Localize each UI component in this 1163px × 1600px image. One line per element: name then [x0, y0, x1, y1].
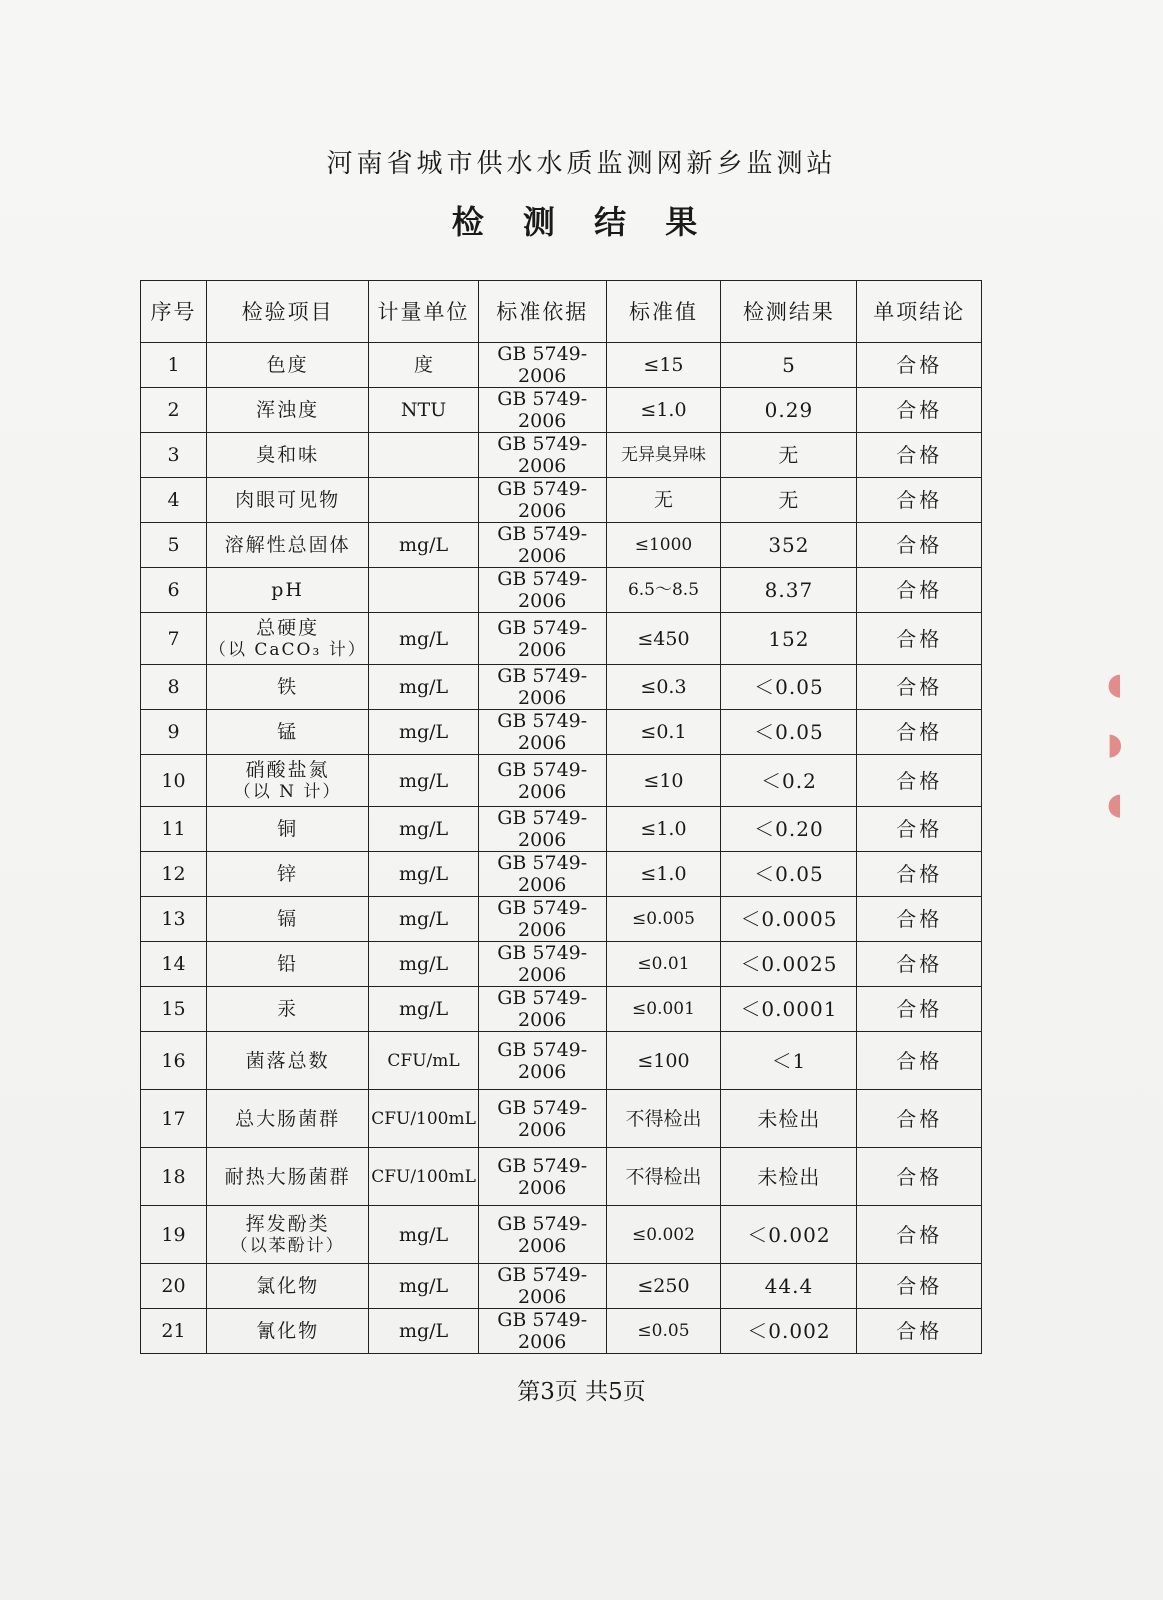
cell-basis: GB 5749-2006: [478, 1264, 606, 1309]
cell-no: 16: [141, 1032, 207, 1090]
cell-conclusion: 合格: [857, 478, 982, 523]
cell-item: 臭和味: [207, 433, 369, 478]
cell-unit: [369, 478, 479, 523]
cell-basis: GB 5749-2006: [478, 755, 606, 807]
cell-basis: GB 5749-2006: [478, 942, 606, 987]
cell-conclusion: 合格: [857, 1206, 982, 1264]
cell-unit: mg/L: [369, 523, 479, 568]
cell-conclusion: 合格: [857, 897, 982, 942]
cell-unit: mg/L: [369, 613, 479, 665]
cell-basis: GB 5749-2006: [478, 1032, 606, 1090]
table-header-row: [141, 281, 982, 343]
cell-unit: mg/L: [369, 1206, 479, 1264]
cell-basis: GB 5749-2006: [478, 897, 606, 942]
cell-item: 氰化物: [207, 1309, 369, 1354]
cell-unit: mg/L: [369, 897, 479, 942]
cell-item: 色度: [207, 343, 369, 388]
cell-result: ＜0.0001: [721, 987, 857, 1032]
table-row: [141, 1148, 982, 1206]
cell-standard: ≤10: [606, 755, 721, 807]
cell-item: 肉眼可见物: [207, 478, 369, 523]
cell-no: 10: [141, 755, 207, 807]
organization-name: 河南省城市供水水质监测网新乡监测站: [326, 149, 837, 179]
cell-conclusion: 合格: [857, 613, 982, 665]
cell-basis: GB 5749-2006: [478, 1206, 606, 1264]
cell-no: 8: [141, 665, 207, 710]
cell-basis: GB 5749-2006: [478, 852, 606, 897]
table-row: [141, 1206, 982, 1264]
header-unit: 计量单位: [369, 281, 479, 343]
header-conclusion: 单项结论: [857, 281, 982, 343]
cell-conclusion: 合格: [857, 665, 982, 710]
item-note: （以 CaCO₃ 计）: [209, 639, 367, 660]
cell-unit: [369, 433, 479, 478]
header-item: 检验项目: [207, 281, 369, 343]
cell-conclusion: 合格: [857, 568, 982, 613]
cell-standard: ≤450: [606, 613, 721, 665]
cell-item: pH: [207, 568, 369, 613]
cell-item: 溶解性总固体: [207, 523, 369, 568]
cell-result: ＜0.05: [721, 852, 857, 897]
cell-no: 12: [141, 852, 207, 897]
cell-standard: 不得检出: [606, 1148, 721, 1206]
cell-unit: mg/L: [369, 852, 479, 897]
cell-standard: ≤100: [606, 1032, 721, 1090]
cell-no: 5: [141, 523, 207, 568]
table-row: [141, 755, 982, 807]
cell-result: 44.4: [721, 1264, 857, 1309]
cell-basis: GB 5749-2006: [478, 710, 606, 755]
cell-standard: ≤1.0: [606, 807, 721, 852]
cell-result: ＜0.05: [721, 665, 857, 710]
item-name: 挥发酚类: [245, 1212, 330, 1235]
results-table: [140, 280, 982, 1354]
cell-item: 铅: [207, 942, 369, 987]
cell-no: 20: [141, 1264, 207, 1309]
cell-conclusion: 合格: [857, 987, 982, 1032]
cell-standard: ≤0.005: [606, 897, 721, 942]
cell-item: 锰: [207, 710, 369, 755]
cell-no: 4: [141, 478, 207, 523]
cell-standard: 不得检出: [606, 1090, 721, 1148]
cell-result: ＜0.05: [721, 710, 857, 755]
cell-result: 0.29: [721, 388, 857, 433]
cell-standard: ≤1000: [606, 523, 721, 568]
cell-conclusion: 合格: [857, 942, 982, 987]
cell-unit: 度: [369, 343, 479, 388]
cell-no: 2: [141, 388, 207, 433]
cell-basis: GB 5749-2006: [478, 433, 606, 478]
cell-result: ＜0.0005: [721, 897, 857, 942]
cell-conclusion: 合格: [857, 710, 982, 755]
cell-standard: ≤1.0: [606, 388, 721, 433]
table-row: [141, 665, 982, 710]
cell-result: 352: [721, 523, 857, 568]
cell-no: 11: [141, 807, 207, 852]
table-body: [141, 343, 982, 1354]
table-row: [141, 613, 982, 665]
page-title: 检 测 结 果: [451, 203, 712, 241]
cell-conclusion: 合格: [857, 755, 982, 807]
cell-item: [207, 755, 369, 807]
cell-basis: GB 5749-2006: [478, 1148, 606, 1206]
cell-result: 未检出: [721, 1148, 857, 1206]
cell-result: ＜1: [721, 1032, 857, 1090]
cell-no: 19: [141, 1206, 207, 1264]
cell-standard: ≤0.001: [606, 987, 721, 1032]
cell-basis: GB 5749-2006: [478, 665, 606, 710]
table-row: [141, 807, 982, 852]
cell-unit: mg/L: [369, 942, 479, 987]
cell-basis: GB 5749-2006: [478, 613, 606, 665]
cell-unit: mg/L: [369, 710, 479, 755]
table-row: [141, 897, 982, 942]
cell-standard: ≤1.0: [606, 852, 721, 897]
cell-unit: [369, 568, 479, 613]
cell-basis: GB 5749-2006: [478, 568, 606, 613]
cell-basis: GB 5749-2006: [478, 1309, 606, 1354]
header-result: 检测结果: [721, 281, 857, 343]
cell-standard: 6.5～8.5: [606, 568, 721, 613]
cell-conclusion: 合格: [857, 1032, 982, 1090]
cell-basis: GB 5749-2006: [478, 523, 606, 568]
cell-conclusion: 合格: [857, 433, 982, 478]
cell-no: 3: [141, 433, 207, 478]
cell-conclusion: 合格: [857, 343, 982, 388]
cell-standard: ≤0.05: [606, 1309, 721, 1354]
table-row: [141, 1264, 982, 1309]
cell-no: 13: [141, 897, 207, 942]
cell-basis: GB 5749-2006: [478, 987, 606, 1032]
cell-standard: 无: [606, 478, 721, 523]
cell-standard: ≤0.3: [606, 665, 721, 710]
cell-result: ＜0.0025: [721, 942, 857, 987]
cell-unit: mg/L: [369, 755, 479, 807]
cell-result: ＜0.002: [721, 1206, 857, 1264]
cell-unit: mg/L: [369, 1264, 479, 1309]
header-no: 序号: [141, 281, 207, 343]
cell-result: 5: [721, 343, 857, 388]
cell-no: 6: [141, 568, 207, 613]
cell-no: 17: [141, 1090, 207, 1148]
cell-basis: GB 5749-2006: [478, 1090, 606, 1148]
cell-item: 菌落总数: [207, 1032, 369, 1090]
cell-basis: GB 5749-2006: [478, 388, 606, 433]
table-row: [141, 1090, 982, 1148]
cell-item: 铜: [207, 807, 369, 852]
cell-conclusion: 合格: [857, 807, 982, 852]
table-row: [141, 1032, 982, 1090]
table-row: [141, 1309, 982, 1354]
cell-no: 9: [141, 710, 207, 755]
cell-unit: mg/L: [369, 1309, 479, 1354]
cell-standard: ≤15: [606, 343, 721, 388]
header-basis: 标准依据: [478, 281, 606, 343]
cell-no: 14: [141, 942, 207, 987]
table-row: [141, 852, 982, 897]
table-row: [141, 388, 982, 433]
item-name: 硝酸盐氮: [245, 758, 330, 781]
cell-item: 锌: [207, 852, 369, 897]
cell-unit: CFU/100mL: [369, 1090, 479, 1148]
item-note: （以苯酚计）: [230, 1235, 345, 1256]
cell-unit: mg/L: [369, 987, 479, 1032]
cell-item: [207, 1206, 369, 1264]
cell-unit: mg/L: [369, 807, 479, 852]
cell-conclusion: 合格: [857, 523, 982, 568]
red-stamp-fragment: ◖ ◗ ◖: [1107, 667, 1123, 822]
cell-conclusion: 合格: [857, 852, 982, 897]
cell-item: [207, 613, 369, 665]
cell-item: 铁: [207, 665, 369, 710]
table-row: [141, 942, 982, 987]
cell-basis: GB 5749-2006: [478, 343, 606, 388]
cell-item: 总大肠菌群: [207, 1090, 369, 1148]
cell-result: ＜0.2: [721, 755, 857, 807]
cell-standard: ≤0.01: [606, 942, 721, 987]
cell-basis: GB 5749-2006: [478, 478, 606, 523]
item-note: （以 N 计）: [233, 781, 342, 802]
cell-result: 无: [721, 478, 857, 523]
cell-unit: CFU/mL: [369, 1032, 479, 1090]
table-row: [141, 568, 982, 613]
cell-conclusion: 合格: [857, 1090, 982, 1148]
page-number: 第3页 共5页: [517, 1379, 646, 1405]
table-row: [141, 343, 982, 388]
cell-item: 耐热大肠菌群: [207, 1148, 369, 1206]
cell-result: 8.37: [721, 568, 857, 613]
table-row: [141, 710, 982, 755]
cell-no: 7: [141, 613, 207, 665]
cell-basis: GB 5749-2006: [478, 807, 606, 852]
cell-conclusion: 合格: [857, 388, 982, 433]
cell-result: 无: [721, 433, 857, 478]
cell-no: 18: [141, 1148, 207, 1206]
cell-no: 15: [141, 987, 207, 1032]
cell-result: 152: [721, 613, 857, 665]
cell-result: ＜0.002: [721, 1309, 857, 1354]
table-row: [141, 433, 982, 478]
cell-conclusion: 合格: [857, 1148, 982, 1206]
header-standard: 标准值: [606, 281, 721, 343]
cell-result: 未检出: [721, 1090, 857, 1148]
cell-conclusion: 合格: [857, 1309, 982, 1354]
cell-item: 汞: [207, 987, 369, 1032]
cell-standard: ≤0.1: [606, 710, 721, 755]
cell-item: 浑浊度: [207, 388, 369, 433]
item-name: 总硬度: [256, 616, 320, 639]
cell-no: 1: [141, 343, 207, 388]
cell-standard: ≤0.002: [606, 1206, 721, 1264]
cell-standard: ≤250: [606, 1264, 721, 1309]
cell-conclusion: 合格: [857, 1264, 982, 1309]
cell-unit: CFU/100mL: [369, 1148, 479, 1206]
cell-standard: 无异臭异味: [606, 433, 721, 478]
cell-no: 21: [141, 1309, 207, 1354]
cell-item: 氯化物: [207, 1264, 369, 1309]
cell-result: ＜0.20: [721, 807, 857, 852]
cell-item: 镉: [207, 897, 369, 942]
table-row: [141, 478, 982, 523]
cell-unit: mg/L: [369, 665, 479, 710]
table-row: [141, 523, 982, 568]
table-row: [141, 987, 982, 1032]
cell-unit: NTU: [369, 388, 479, 433]
